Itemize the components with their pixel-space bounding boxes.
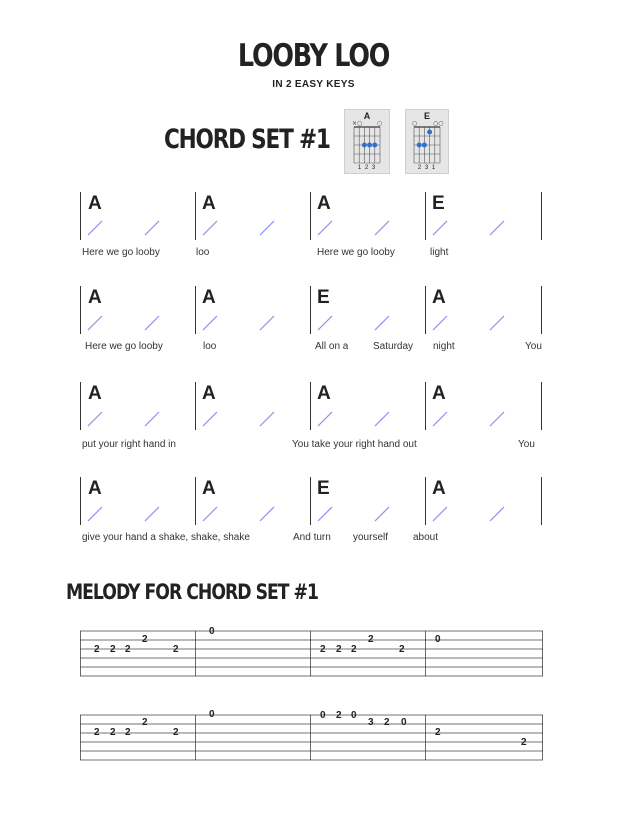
tab-note: 2 bbox=[142, 717, 148, 728]
lyric: And turn bbox=[293, 532, 331, 543]
chord-symbol: A bbox=[432, 287, 446, 308]
tab-note: 2 bbox=[125, 727, 131, 738]
chord-symbol: A bbox=[88, 287, 102, 308]
lyric: about bbox=[413, 532, 439, 543]
chord-symbol: A bbox=[432, 478, 446, 499]
lyric: All on a bbox=[315, 341, 349, 352]
strum-slashes bbox=[80, 409, 542, 429]
tab-lines bbox=[80, 630, 544, 678]
svg-text:×○: ×○ bbox=[352, 120, 363, 127]
tab-note: 2 bbox=[435, 727, 441, 738]
lyric: night bbox=[433, 341, 455, 352]
chord-symbol: A bbox=[202, 193, 216, 214]
chord-symbol: A bbox=[88, 478, 102, 499]
tab-note: 2 bbox=[94, 644, 100, 655]
chord-diagram-a bbox=[344, 109, 390, 174]
tab-note: 2 bbox=[336, 710, 342, 721]
chord-symbol: E bbox=[317, 478, 330, 499]
chord-symbol: A bbox=[317, 193, 331, 214]
tab-note: 2 bbox=[142, 634, 148, 645]
chord-diagram-name: E bbox=[423, 111, 430, 121]
tab-note: 2 bbox=[110, 727, 116, 738]
chord-diagram-fingering: 1 2 3 bbox=[357, 165, 377, 171]
lyric: Saturday bbox=[373, 341, 414, 352]
tab-note: 2 bbox=[384, 717, 390, 728]
tab-note: 0 bbox=[435, 634, 441, 645]
chord-grid bbox=[345, 110, 389, 173]
lyric: Here we go looby bbox=[317, 247, 395, 258]
tab-note: 2 bbox=[351, 644, 357, 655]
tab-note: 0 bbox=[320, 710, 326, 721]
chord-set-heading: CHORD SET #1 bbox=[164, 124, 330, 155]
strum-slashes bbox=[80, 504, 542, 524]
chord-symbol: A bbox=[202, 287, 216, 308]
strum-slashes bbox=[80, 313, 542, 333]
lyric: Here we go looby bbox=[85, 341, 163, 352]
chord-diagram-fingering: 2 3 1 bbox=[417, 165, 437, 171]
svg-text:○: ○ bbox=[412, 120, 418, 127]
tab-note: 0 bbox=[209, 626, 215, 637]
tab-note: 0 bbox=[351, 710, 357, 721]
chord-symbol: A bbox=[317, 383, 331, 404]
lyric: You take your right hand out bbox=[292, 439, 417, 450]
lyric: Here we go looby bbox=[82, 247, 160, 258]
svg-text:○○: ○○ bbox=[433, 120, 444, 127]
chord-symbol: A bbox=[88, 383, 102, 404]
lyric: You bbox=[525, 341, 542, 352]
lyric: give your hand a shake, shake, shake bbox=[82, 532, 250, 543]
song-title: LOOBY LOO bbox=[237, 38, 390, 74]
lyric: loo bbox=[196, 247, 210, 258]
chord-symbol: A bbox=[432, 383, 446, 404]
tab-note: 3 bbox=[368, 717, 374, 728]
strum-slashes bbox=[80, 218, 542, 238]
chord-symbol: E bbox=[432, 193, 445, 214]
lyric: yourself bbox=[353, 532, 389, 543]
tab-note: 0 bbox=[401, 717, 407, 728]
tab-note: 2 bbox=[399, 644, 405, 655]
tab-note: 2 bbox=[173, 727, 179, 738]
melody-heading: MELODY FOR CHORD SET #1 bbox=[66, 580, 318, 604]
tab-note: 2 bbox=[368, 634, 374, 645]
lyric: light bbox=[430, 247, 449, 258]
tab-note: 2 bbox=[110, 644, 116, 655]
tab-lines bbox=[80, 714, 544, 762]
tab-note: 0 bbox=[209, 709, 215, 720]
tab-note: 2 bbox=[94, 727, 100, 738]
chord-symbol: E bbox=[317, 287, 330, 308]
chord-diagram-name: A bbox=[363, 111, 371, 121]
chord-grid bbox=[406, 110, 448, 173]
lyric: loo bbox=[203, 341, 217, 352]
song-subtitle: IN 2 EASY KEYS bbox=[272, 79, 355, 90]
chord-symbol: A bbox=[202, 383, 216, 404]
svg-text:○: ○ bbox=[377, 120, 383, 127]
tab-note: 2 bbox=[336, 644, 342, 655]
tab-note: 2 bbox=[125, 644, 131, 655]
tab-note: 2 bbox=[173, 644, 179, 655]
chord-symbol: A bbox=[202, 478, 216, 499]
tab-note: 2 bbox=[521, 737, 527, 748]
tab-note: 2 bbox=[320, 644, 326, 655]
chord-symbol: A bbox=[88, 193, 102, 214]
lyric: put your right hand in bbox=[82, 439, 176, 450]
lyric: You bbox=[518, 439, 535, 450]
chord-diagram-e bbox=[405, 109, 449, 174]
